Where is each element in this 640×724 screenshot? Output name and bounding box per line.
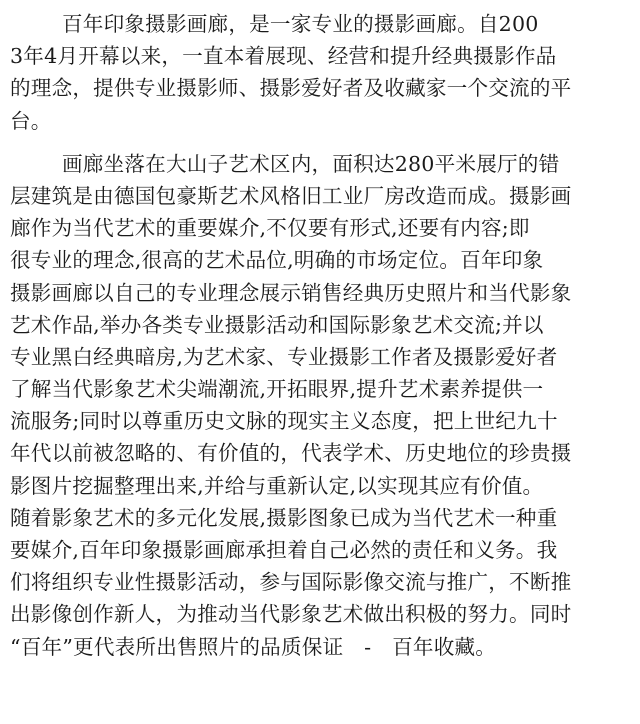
- text-line: 艺术作品,举办各类专业摄影活动和国际影象艺术交流;并以: [10, 312, 544, 337]
- paragraph-1: [10, 8, 630, 137]
- text-line: 了解当代影象艺术尖端潮流,开拓眼界,提升艺术素养提供一: [10, 377, 544, 402]
- text-line: 出影像创作新人，为推动当代影象艺术做出积极的努力。同时: [10, 602, 572, 627]
- text-line: 年代以前被忽略的、有价值的，代表学术、历史地位的珍贵摄: [10, 441, 572, 466]
- paragraph-2: [10, 148, 630, 663]
- text-line: “百年”更代表所出售照片的品质保证 - 百年收藏。: [10, 634, 497, 659]
- text-line: 摄影画廊以自己的专业理念展示销售经典历史照片和当代影象: [10, 280, 572, 305]
- text-line: 画廊坐落在大山子艺术区内，面积达280平米展厅的错: [62, 151, 560, 176]
- text-line: 3年4月开幕以来，一直本着展现、经营和提升经典摄影作品: [10, 44, 557, 69]
- text-line: 随着影象艺术的多元化发展,摄影图象已成为当代艺术一种重: [10, 505, 558, 530]
- text-line: 百年印象摄影画廊，是一家专业的摄影画廊。自200: [62, 12, 539, 36]
- text-line: 的理念，提供专业摄影师、摄影爱好者及收藏家一个交流的平: [10, 76, 572, 101]
- text-line: 们将组织专业性摄影活动，参与国际影像交流与推广，不断推: [10, 570, 572, 595]
- text-line: 层建筑是由德国包豪斯艺术风格旧工业厂房改造而成。摄影画: [10, 183, 572, 208]
- text-line: 流服务;同时以尊重历史文脉的现实主义态度，把上世纪九十: [10, 409, 558, 434]
- paragraph-spacer: [10, 137, 630, 148]
- text-line: 廊作为当代艺术的重要媒介,不仅要有形式,还要有内容;即: [10, 216, 530, 241]
- text-line: 很专业的理念,很高的艺术品位,明确的市场定位。百年印象: [10, 248, 544, 273]
- text-line: 影图片挖掘整理出来,并给与重新认定,以实现其应有价值。: [10, 473, 544, 498]
- text-line: 专业黑白经典暗房,为艺术家、专业摄影工作者及摄影爱好者: [10, 344, 558, 369]
- text-line: 台。: [10, 108, 52, 133]
- text-line: 要媒介,百年印象摄影画廊承担着自己必然的责任和义务。我: [10, 538, 558, 562]
